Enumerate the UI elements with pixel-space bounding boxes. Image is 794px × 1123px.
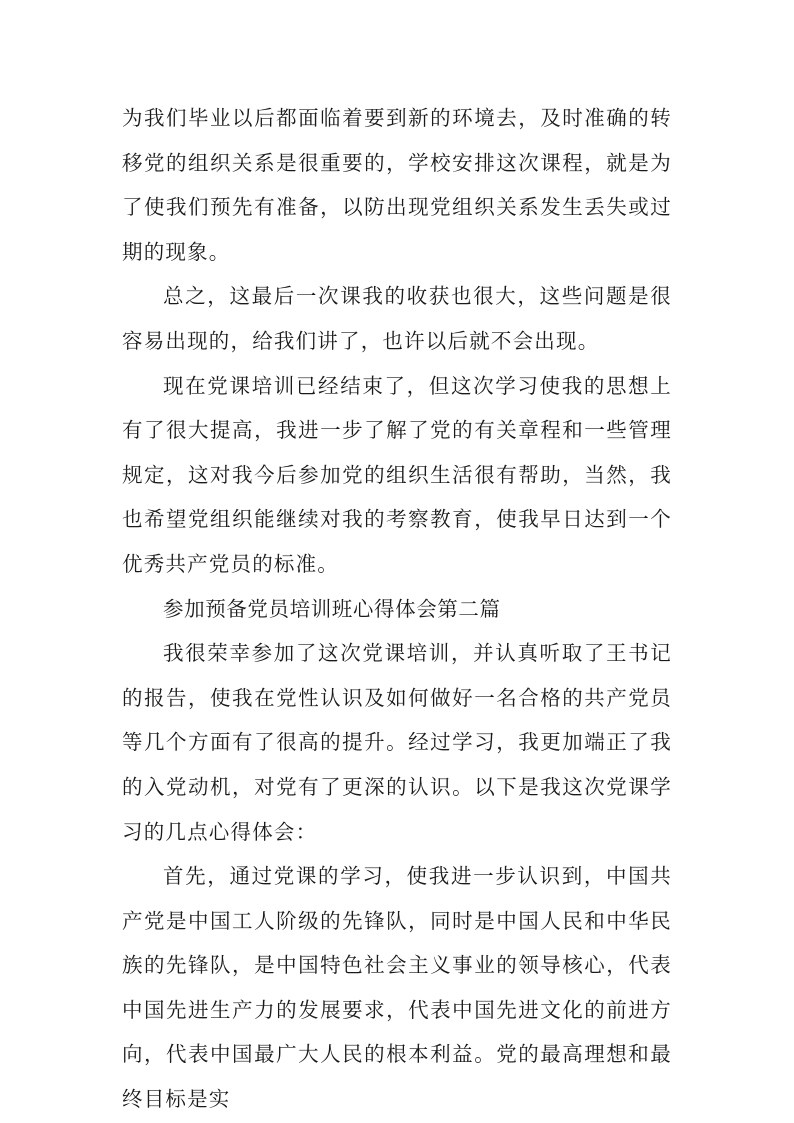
paragraph-1: 为我们毕业以后都面临着要到新的环境去，及时准确的转移党的组织关系是很重要的，学校安排这次课程，就是为了使我们预先有准备，以防出现党组织关系发生丢失或过期的现象。	[122, 106, 672, 264]
paragraph-4: 我很荣幸参加了这次党课培训，并认真听取了王书记的报告，使我在党性认识及如何做好一名合格的共产党员等几个方面有了很高的提升。经过学习，我更加端正了我的入党动机，对党有了更深的认识。以下是我这次党课学习的几点心得体会：	[122, 641, 672, 844]
paragraph-5: 首先，通过党课的学习，使我进一步认识到，中国共产党是中国工人阶级的先锋队，同时是中国人民和中华民族的先锋队，是中国特色社会主义事业的领导核心，代表中国先进生产力的发展要求，代表中国先进文化的前进方向，代表中国最广大人民的根本利益。党的最高理想和最终目标是实	[122, 864, 672, 1112]
paragraph-2: 总之，这最后一次课我的收获也很大，这些问题是很容易出现的，给我们讲了，也许以后就不会出现。	[122, 284, 672, 353]
section-heading: 参加预备党员培训班心得体会第二篇	[163, 596, 501, 621]
paragraph-3: 现在党课培训已经结束了，但这次学习使我的思想上有了很大提高，我进一步了解了党的有关章程和一些管理规定，这对我今后参加党的组织生活很有帮助，当然，我也希望党组织能继续对我的考察教育，使我早日达到一个优秀共产党员的标准。	[122, 373, 672, 576]
document-body	[122, 96, 672, 1122]
